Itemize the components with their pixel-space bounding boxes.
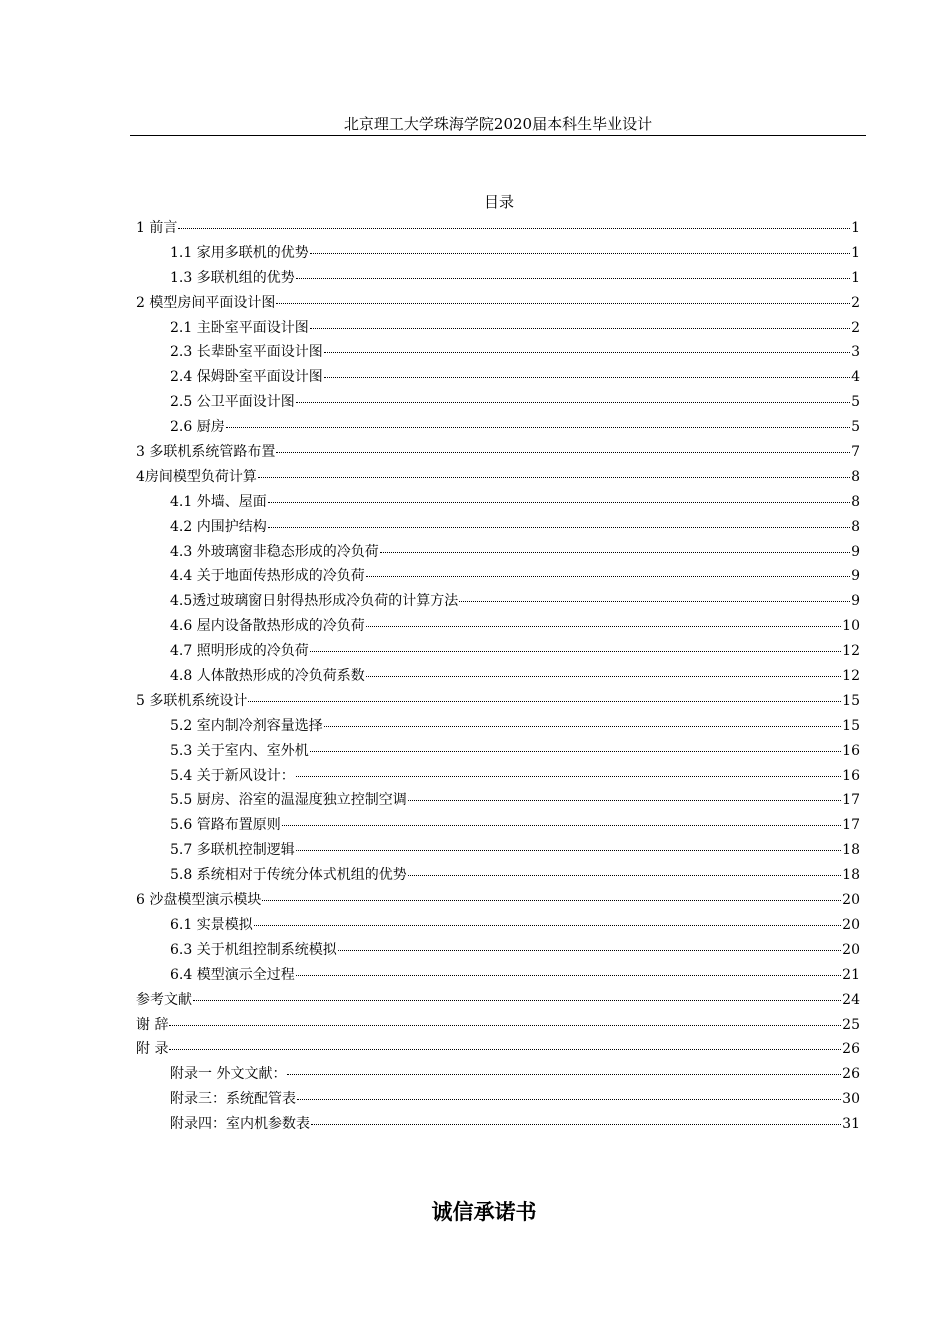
toc-entry-label: 参考文献 [136, 991, 192, 1008]
toc-entry-label: 5.4 关于新风设计： [170, 767, 295, 784]
toc-leader-dots [366, 676, 841, 677]
toc-leader-dots [324, 377, 850, 378]
toc-entry[interactable] [136, 963, 860, 988]
toc-entry-label: 附 录 [136, 1041, 169, 1058]
toc-entry-page: 1 [851, 244, 860, 261]
toc-entry-page: 9 [851, 593, 860, 610]
toc-leader-dots [296, 850, 841, 851]
toc-entry[interactable] [136, 938, 860, 963]
toc-leader-dots [169, 1049, 841, 1050]
toc-entry-label: 5.7 多联机控制逻辑 [170, 842, 295, 859]
toc-entry[interactable] [136, 291, 860, 316]
toc-entry-label: 6.4 模型演示全过程 [170, 966, 295, 983]
toc-entry-page: 8 [851, 468, 860, 485]
toc-entry-page: 26 [842, 1066, 860, 1083]
header-rule [130, 135, 866, 136]
toc-entry[interactable] [136, 490, 860, 515]
toc-leader-dots [169, 1025, 841, 1026]
toc-entry[interactable] [136, 863, 860, 888]
toc-entry[interactable] [136, 1062, 860, 1087]
toc-leader-dots [258, 477, 850, 478]
toc-entry-label: 3 多联机系统管路布置 [136, 444, 276, 461]
toc-leader-dots [408, 875, 841, 876]
toc-leader-dots [276, 452, 850, 453]
toc-entry-label: 5.2 室内制冷剂容量选择 [170, 717, 323, 734]
toc-entry[interactable] [136, 266, 860, 291]
toc-entry-label: 6.3 关于机组控制系统模拟 [170, 941, 337, 958]
toc-leader-dots [366, 626, 841, 627]
toc-entry-label: 4.7 照明形成的冷负荷 [170, 643, 309, 660]
toc-entry-page: 17 [842, 792, 860, 809]
toc-entry-page: 4 [851, 369, 860, 386]
toc-leader-dots [338, 950, 841, 951]
toc-leader-dots [310, 328, 850, 329]
toc-leader-dots [268, 527, 850, 528]
toc-entry-label: 4.4 关于地面传热形成的冷负荷 [170, 568, 365, 585]
toc-entry-page: 21 [842, 966, 860, 983]
toc-entry-page: 16 [842, 742, 860, 759]
toc-entry[interactable] [136, 415, 860, 440]
toc-entry-label: 1.3 多联机组的优势 [170, 269, 295, 286]
toc-leader-dots [310, 253, 850, 254]
toc-entry[interactable] [136, 1013, 860, 1038]
toc-entry-page: 20 [842, 941, 860, 958]
toc-entry[interactable] [136, 1112, 860, 1137]
toc-leader-dots [262, 900, 841, 901]
toc-entry-label: 4.3 外玻璃窗非稳态形成的冷负荷 [170, 543, 379, 560]
toc-entry[interactable] [136, 515, 860, 540]
toc-entry[interactable] [136, 465, 860, 490]
toc-entry[interactable] [136, 714, 860, 739]
toc-entry[interactable] [136, 764, 860, 789]
toc-entry-page: 8 [851, 518, 860, 535]
toc-entry-label: 1 前言 [136, 220, 178, 236]
toc-entry-page: 20 [842, 892, 860, 909]
toc-entry-page: 9 [851, 568, 860, 585]
toc-entry-label: 2.3 长辈卧室平面设计图 [170, 344, 323, 361]
page-header: 北京理工大学珠海学院2020届本科生毕业设计 [343, 115, 653, 133]
toc-entry-label: 2.6 厨房 [170, 419, 225, 436]
toc-entry-page: 5 [851, 419, 860, 436]
toc-entry-label: 2.1 主卧室平面设计图 [170, 319, 309, 336]
toc-entry[interactable] [136, 689, 860, 714]
toc-entry-label: 5 多联机系统设计 [136, 692, 248, 709]
toc-entry-label: 6.1 实景模拟 [170, 916, 253, 933]
toc-entry-label: 谢 辞 [136, 1016, 169, 1033]
toc-entry-label: 4.2 内围护结构 [170, 518, 267, 535]
toc-entry-label: 4.8 人体散热形成的冷负荷系数 [170, 668, 365, 685]
toc-entry-label: 2 模型房间平面设计图 [136, 294, 276, 311]
toc-entry[interactable] [136, 216, 860, 241]
toc-entry-page: 31 [842, 1116, 860, 1133]
toc-entry-page: 25 [842, 1016, 860, 1033]
toc-entry-page: 2 [851, 294, 860, 311]
toc-entry-page: 5 [851, 394, 860, 411]
toc-entry-page: 17 [842, 817, 860, 834]
toc-entry[interactable] [136, 316, 860, 341]
toc-leader-dots [324, 726, 841, 727]
toc-entry-page: 1 [851, 269, 860, 286]
table-of-contents [136, 216, 860, 1137]
toc-entry-label: 1.1 家用多联机的优势 [170, 244, 309, 261]
toc-entry[interactable] [136, 988, 860, 1013]
toc-entry-page: 24 [842, 991, 860, 1008]
toc-leader-dots [366, 576, 850, 577]
toc-entry-label: 附录三：系统配管表 [170, 1091, 296, 1108]
toc-entry-label: 2.5 公卫平面设计图 [170, 394, 295, 411]
toc-title: 目录 [483, 193, 514, 211]
toc-entry[interactable] [136, 888, 860, 913]
toc-entry-page: 30 [842, 1091, 860, 1108]
toc-entry-label: 4.6 屋内设备散热形成的冷负荷 [170, 618, 365, 635]
toc-entry-page: 15 [842, 692, 860, 709]
toc-entry[interactable] [136, 540, 860, 565]
toc-leader-dots [324, 352, 850, 353]
toc-entry-page: 7 [851, 444, 860, 461]
toc-entry-page: 15 [842, 717, 860, 734]
toc-leader-dots [296, 402, 850, 403]
toc-entry[interactable] [136, 639, 860, 664]
toc-leader-dots [310, 751, 841, 752]
toc-entry[interactable] [136, 913, 860, 938]
toc-leader-dots [287, 1074, 841, 1075]
toc-entry-page: 12 [842, 643, 860, 660]
toc-entry-label: 5.6 管路布置原则 [170, 817, 281, 834]
toc-leader-dots [297, 1099, 841, 1100]
toc-entry-label: 4.1 外墙、屋面 [170, 493, 267, 510]
toc-leader-dots [311, 1124, 841, 1125]
toc-entry[interactable] [136, 340, 860, 365]
toc-leader-dots [276, 303, 850, 304]
toc-entry-label: 5.3 关于室内、室外机 [170, 742, 309, 759]
toc-entry[interactable] [136, 739, 860, 764]
toc-entry-label: 5.5 厨房、浴室的温湿度独立控制空调 [170, 792, 407, 809]
toc-entry-page: 9 [851, 543, 860, 560]
toc-entry-page: 16 [842, 767, 860, 784]
toc-entry-page: 10 [842, 618, 860, 635]
toc-leader-dots [248, 701, 841, 702]
toc-leader-dots [459, 601, 850, 602]
toc-entry-label: 6 沙盘模型演示模块 [136, 892, 262, 909]
toc-leader-dots [268, 502, 850, 503]
toc-leader-dots [226, 427, 850, 428]
toc-entry-page: 18 [842, 842, 860, 859]
toc-entry-label: 4房间模型负荷计算 [136, 468, 257, 485]
toc-entry[interactable] [136, 564, 860, 589]
toc-leader-dots [380, 552, 850, 553]
toc-leader-dots [193, 1000, 841, 1001]
toc-entry-page: 2 [851, 319, 860, 336]
toc-leader-dots [310, 651, 841, 652]
toc-entry[interactable] [136, 589, 860, 614]
toc-entry-label: 2.4 保姆卧室平面设计图 [170, 369, 323, 386]
toc-entry[interactable] [136, 813, 860, 838]
toc-leader-dots [282, 825, 841, 826]
toc-entry[interactable] [136, 1087, 860, 1112]
toc-entry[interactable] [136, 838, 860, 863]
toc-entry-page: 26 [842, 1041, 860, 1058]
toc-entry[interactable] [136, 365, 860, 390]
toc-entry-page: 8 [851, 493, 860, 510]
toc-leader-dots [296, 278, 850, 279]
toc-entry[interactable] [136, 241, 860, 266]
toc-leader-dots [296, 776, 841, 777]
toc-entry[interactable] [136, 1037, 860, 1062]
toc-entry-page: 1 [851, 220, 860, 236]
toc-entry[interactable] [136, 390, 860, 415]
pledge-title: 诚信承诺书 [431, 1200, 537, 1224]
toc-entry[interactable] [136, 440, 860, 465]
toc-entry[interactable] [136, 664, 860, 689]
toc-entry-page: 18 [842, 867, 860, 884]
toc-entry[interactable] [136, 614, 860, 639]
toc-entry-label: 5.8 系统相对于传统分体式机组的优势 [170, 867, 407, 884]
toc-entry[interactable] [136, 788, 860, 813]
toc-entry-page: 20 [842, 916, 860, 933]
toc-entry-label: 4.5透过玻璃窗日射得热形成冷负荷的计算方法 [170, 593, 459, 610]
toc-entry-label: 附录四：室内机参数表 [170, 1116, 310, 1133]
toc-entry-page: 3 [851, 344, 860, 361]
toc-leader-dots [254, 925, 841, 926]
toc-leader-dots [178, 228, 850, 229]
toc-entry-page: 12 [842, 668, 860, 685]
toc-leader-dots [408, 800, 841, 801]
toc-entry-label: 附录一 外文文献： [170, 1066, 287, 1083]
toc-leader-dots [296, 975, 841, 976]
